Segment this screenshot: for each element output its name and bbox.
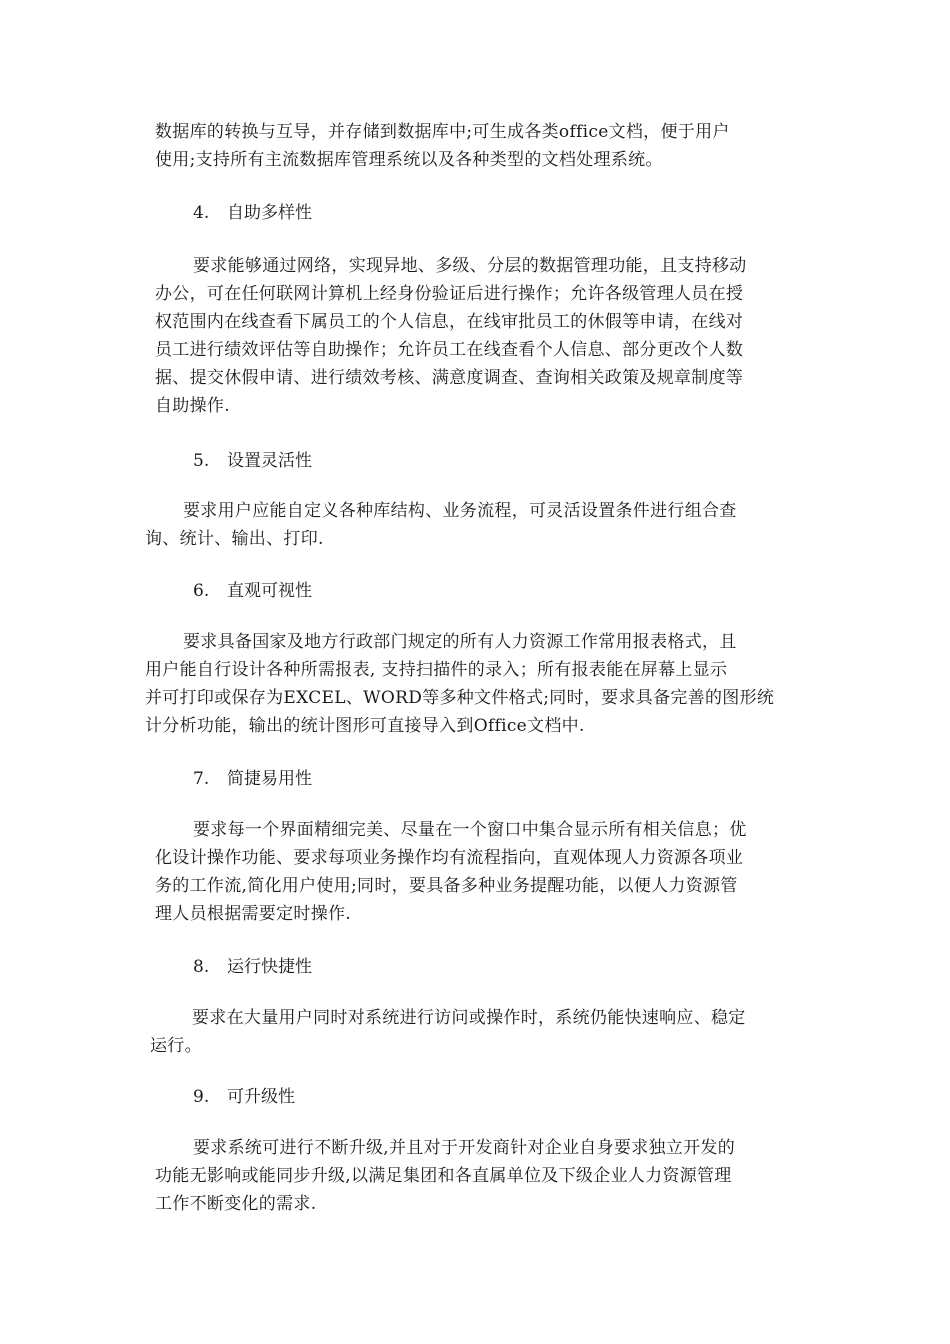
paragraph-line: 功能无影响或能同步升级,以满足集团和各直属单位及下级企业人力资源管理 xyxy=(155,1166,732,1186)
section-title: 设置灵活性 xyxy=(227,451,312,471)
paragraph-line: 要求在大量用户同时对系统进行访问或操作时，系统仍能快速响应、稳定 xyxy=(192,1008,746,1028)
section-title: 自助多样性 xyxy=(227,203,312,223)
section-heading-7 xyxy=(193,765,312,793)
section-paragraph-4 xyxy=(155,252,747,420)
paragraph-line: 并可打印或保存为EXCEL、WORD等多种文件格式;同时，要求具备完善的图形统 xyxy=(145,688,775,708)
section-paragraph-7 xyxy=(155,816,747,928)
section-title: 直观可视性 xyxy=(227,581,312,601)
section-heading-8 xyxy=(193,953,312,981)
section-paragraph-5 xyxy=(145,497,737,553)
section-paragraph-9 xyxy=(155,1134,735,1218)
paragraph-line: 数据库的转换与互导，并存储到数据库中;可生成各类office文档，便于用户 xyxy=(155,122,730,142)
paragraph-line: 据、提交休假申请、进行绩效考核、满意度调查、查询相关政策及规章制度等 xyxy=(155,368,744,388)
section-paragraph-6 xyxy=(145,628,774,740)
section-title: 简捷易用性 xyxy=(227,769,312,789)
intro-paragraph xyxy=(155,118,730,174)
paragraph-line: 使用;支持所有主流数据库管理系统以及各种类型的文档处理系统。 xyxy=(155,150,663,170)
section-title: 可升级性 xyxy=(227,1087,295,1107)
paragraph-line: 计分析功能，输出的统计图形可直接导入到Office文档中. xyxy=(145,716,585,736)
section-heading-6 xyxy=(193,577,312,605)
paragraph-line: 理人员根据需要定时操作. xyxy=(155,904,352,924)
paragraph-line: 运行。 xyxy=(150,1036,202,1056)
paragraph-line: 化设计操作功能、要求每项业务操作均有流程指向，直观体现人力资源各项业 xyxy=(155,848,744,868)
paragraph-line: 务的工作流,简化用户使用;同时，要具备多种业务提醒功能，以便人力资源管 xyxy=(155,876,738,896)
paragraph-line: 要求每一个界面精细完美、尽量在一个窗口中集合显示所有相关信息；优 xyxy=(193,820,747,840)
section-title: 运行快捷性 xyxy=(227,957,312,977)
section-heading-5 xyxy=(193,447,312,475)
paragraph-line: 要求能够通过网络，实现异地、多级、分层的数据管理功能，且支持移动 xyxy=(193,256,747,276)
paragraph-line: 要求具备国家及地方行政部门规定的所有人力资源工作常用报表格式，且 xyxy=(183,632,737,652)
section-paragraph-8 xyxy=(150,1004,746,1060)
section-number: 8. xyxy=(193,957,210,977)
paragraph-line: 员工进行绩效评估等自助操作；允许员工在线查看个人信息、部分更改个人数 xyxy=(155,340,744,360)
paragraph-line: 工作不断变化的需求. xyxy=(155,1194,317,1214)
paragraph-line: 办公，可在任何联网计算机上经身份验证后进行操作；允许各级管理人员在授 xyxy=(155,284,744,304)
paragraph-line: 要求系统可进行不断升级,并且对于开发商针对企业自身要求独立开发的 xyxy=(193,1138,736,1158)
paragraph-line: 权范围内在线查看下属员工的个人信息，在线审批员工的休假等申请，在线对 xyxy=(155,312,744,332)
section-heading-9 xyxy=(193,1083,295,1111)
section-heading-4 xyxy=(193,199,312,227)
section-number: 4. xyxy=(193,203,210,223)
section-number: 5. xyxy=(193,451,210,471)
section-number: 7. xyxy=(193,769,210,789)
section-number: 6. xyxy=(193,581,210,601)
paragraph-line: 自助操作. xyxy=(155,396,230,416)
paragraph-line: 要求用户应能自定义各种库结构、业务流程，可灵活设置条件进行组合查 xyxy=(183,501,737,521)
paragraph-line: 询、统计、输出、打印. xyxy=(145,529,324,549)
paragraph-line: 用户能自行设计各种所需报表, 支持扫描件的录入；所有报表能在屏幕上显示 xyxy=(145,660,728,680)
section-number: 9. xyxy=(193,1087,210,1107)
